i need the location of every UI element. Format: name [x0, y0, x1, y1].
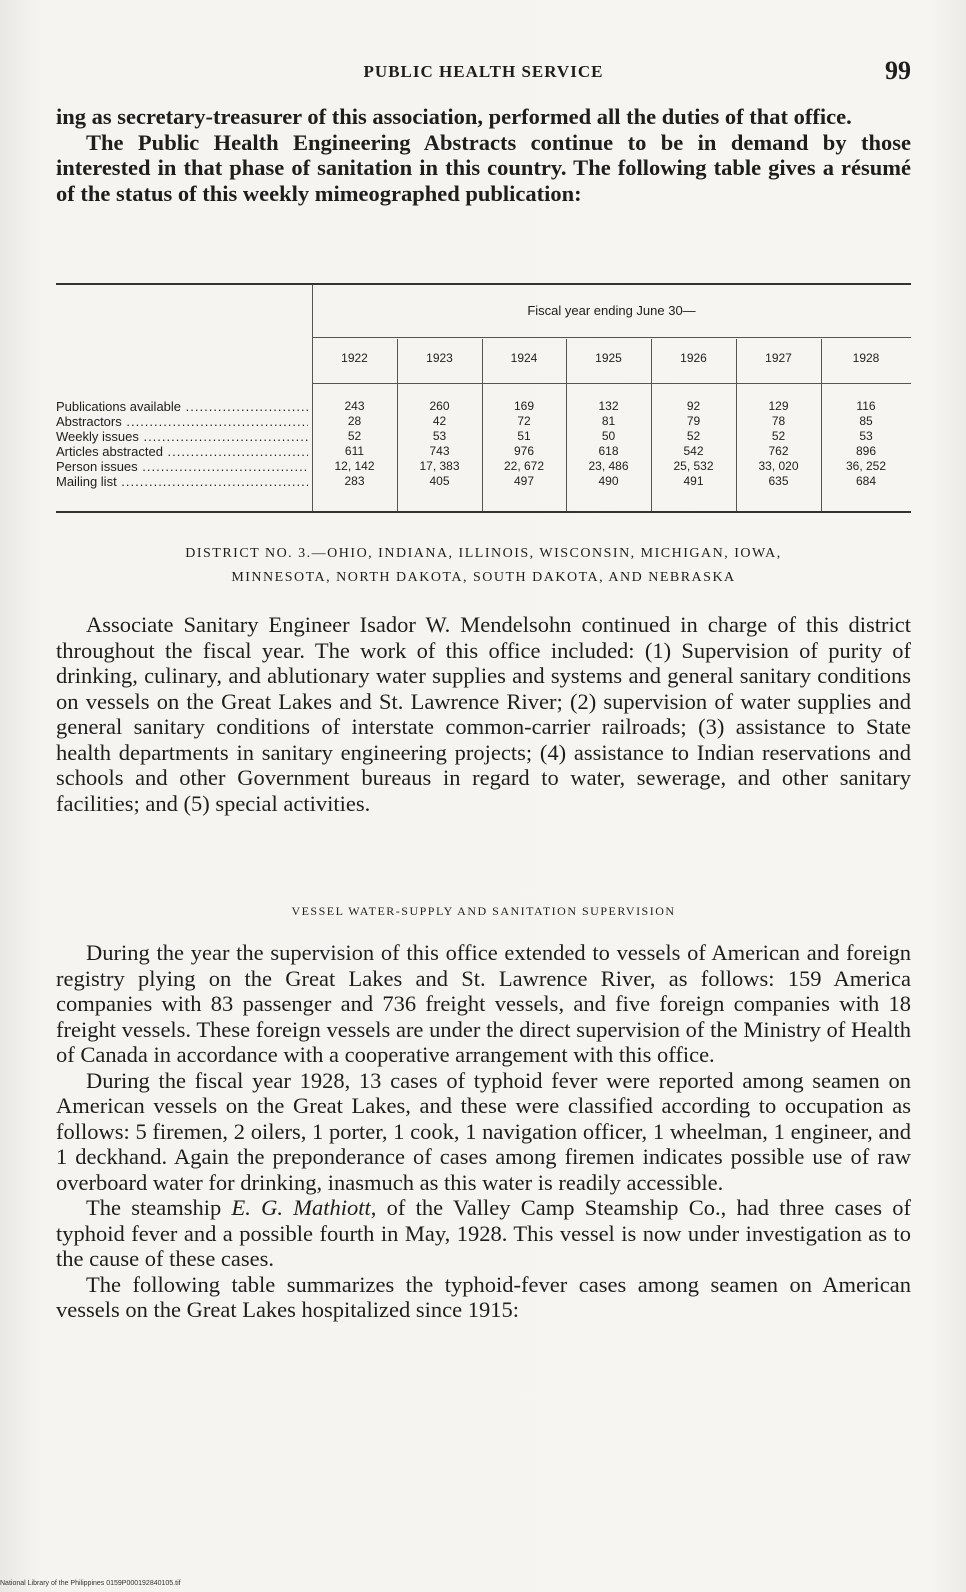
district-heading-line-1: DISTRICT NO. 3.—OHIO, INDIANA, ILLINOIS, WISCONSIN, MICHIGAN, IOWA,	[185, 546, 782, 561]
table-cell: 976	[513, 444, 535, 458]
page-number: 99	[885, 56, 911, 85]
row-label: Mailing list .....	[56, 474, 308, 489]
table-cell: 81	[601, 414, 616, 428]
table-cell: 283	[344, 474, 365, 488]
table-cell: 52	[771, 429, 786, 443]
year-header: 1922	[341, 351, 368, 365]
table-row	[56, 474, 911, 489]
table-cell: 743	[429, 444, 450, 458]
table-cell: 50	[601, 429, 616, 443]
district-paragraph: Associate Sanitary Engineer Isador W. Mendelsohn continued in charge of this district throughout the fiscal year. The work of this office included: (1) Supervision of purity of drinking, culinary, and ablutionary water supplies and systems and general sanitary conditions on vessels on the Great Lakes and St. Lawrence River; (2) supervision of water supplies and general sanitary conditions of interstate common-carrier railroads; (3) assistance to State health departments in sanitary engineering projects; (4) assistance to Indian reservations and schools and other Government bureaus in regard to water, sewerage, and other sanitary facilities; and (5) special activities.	[56, 612, 911, 816]
table-cell: 53	[859, 429, 873, 443]
table-cell: 42	[432, 414, 447, 428]
table-cell: 17, 383	[419, 459, 460, 473]
table-cell: 405	[429, 474, 450, 488]
table-cell: 132	[598, 399, 619, 413]
table-row	[56, 414, 911, 429]
vessel-paragraph-2: During the fiscal year 1928, 13 cases of typhoid fever were reported among seamen on American vessels on the Great Lakes, and these were classified according to occupation as follows: 5 firemen, 2 oilers, 1 porter, 1 cook, 1 navigation officer, 1 wheelman, 1 engineer, and 1 deckhand. Again the preponderance of cases among firemen indicates possible use of raw overboard water for drinking, inasmuch as this water is readily accessible.	[56, 1067, 911, 1195]
vessel-paragraph-1: During the year the supervision of this office extended to vessels of American and foreign registry plying on the Great Lakes and St. Lawrence River, as follows: 159 America companies with 83 passenger and 736 freight vessels, and five foreign companies with 18 freight vessels. These foreign vessels are under the direct supervision of the Ministry of Health of Canada in accordance with a cooperative arrangement with this office.	[56, 940, 911, 1067]
table-header-rule	[312, 337, 911, 338]
year-header: 1928	[852, 351, 880, 365]
row-label: Person issues .....	[56, 459, 308, 474]
row-label: Weekly issues .....	[56, 429, 308, 444]
table-cell: 72	[517, 414, 531, 428]
page-header	[56, 58, 911, 92]
year-header: 1927	[765, 351, 792, 365]
table-cell: 53	[432, 429, 447, 443]
table-body	[56, 399, 911, 489]
table-cell: 33, 020	[758, 459, 799, 473]
table-cell: 542	[683, 444, 704, 458]
table-top-rule	[56, 283, 911, 285]
table-cell: 243	[344, 399, 365, 413]
table-cell: 79	[686, 414, 701, 428]
table-cell: 52	[686, 429, 701, 443]
table-cell: 618	[598, 444, 619, 458]
table-cell: 635	[768, 474, 789, 488]
district-section	[56, 612, 911, 816]
year-header: 1925	[595, 351, 622, 365]
intro-section	[56, 104, 911, 206]
table-cell: 260	[429, 399, 450, 413]
year-header: 1924	[510, 351, 538, 365]
scan-footer-note: National Library of the Philippines 0159P000192840105.tif	[0, 1580, 181, 1587]
row-label: Publications available .....	[56, 399, 308, 414]
vessel-paragraph-3-start: The steamship	[86, 1195, 232, 1220]
year-header: 1923	[426, 351, 453, 365]
row-label: Abstractors .....	[56, 414, 308, 429]
vessel-subheading: VESSEL WATER-SUPPLY AND SANITATION SUPERVISION	[291, 904, 676, 918]
table-row	[56, 429, 911, 444]
table-cell: 23, 486	[588, 459, 629, 473]
table-row	[56, 459, 911, 474]
table-cell: 169	[513, 399, 535, 413]
row-label: Articles abstracted .....	[56, 444, 308, 459]
table-cell: 36, 252	[845, 459, 887, 473]
table-cell: 78	[771, 414, 786, 428]
table-cell: 51	[517, 429, 531, 443]
table-cell: 490	[598, 474, 619, 488]
vessel-paragraph-4: The following table summarizes the typhoid-fever cases among seamen on American vessels on the Great Lakes hospitalized since 1915:	[56, 1271, 911, 1322]
table-row	[56, 399, 911, 414]
vessel-subheading-block	[56, 904, 911, 919]
district-heading-line-2: MINNESOTA, NORTH DAKOTA, SOUTH DAKOTA, AND NEBRASKA	[231, 570, 736, 585]
vessel-paragraph-3-end: , of the Valley Camp Steamship Co., had three cases of typhoid fever and a possible fourth in May, 1928. This vessel is now under investigation as to the cause of these cases.	[56, 1195, 911, 1271]
ship-name: E. G. Mathiott	[231, 1195, 371, 1220]
table-cell: 497	[513, 474, 535, 488]
intro-paragraph-1: ing as secretary-treasurer of this association, performed all the duties of that office.	[56, 104, 852, 129]
table-cell: 896	[855, 444, 877, 458]
table-row	[56, 444, 911, 459]
intro-paragraph-2: The Public Health Engineering Abstracts continue to be in demand by those interested in that phase of sanitation in this country. The following table gives a résumé of the status of this weekly mimeographed publication:	[56, 129, 911, 206]
table-cell: 25, 532	[673, 459, 714, 473]
table-cell: 611	[344, 444, 365, 458]
vessel-paragraph-3	[56, 1195, 911, 1272]
table-group-header: Fiscal year ending June 30—	[527, 303, 696, 318]
table-cell: 684	[855, 474, 877, 488]
table-cell: 129	[768, 399, 789, 413]
table-bottom-rule	[56, 511, 911, 513]
abstracts-status-table	[56, 283, 911, 516]
table-cell: 12, 142	[334, 459, 375, 473]
table-cell: 116	[856, 399, 876, 413]
year-header: 1926	[680, 351, 707, 365]
table-cell: 762	[768, 444, 789, 458]
vessel-section	[56, 940, 911, 1323]
running-head: PUBLIC HEALTH SERVICE	[363, 62, 604, 81]
table-cell: 22, 672	[503, 459, 545, 473]
district-heading	[56, 542, 911, 590]
table-cell: 85	[859, 414, 873, 428]
table-cell: 92	[686, 399, 701, 413]
table-cell: 491	[683, 474, 704, 488]
table-cell: 52	[347, 429, 362, 443]
table-cell: 28	[347, 414, 362, 428]
